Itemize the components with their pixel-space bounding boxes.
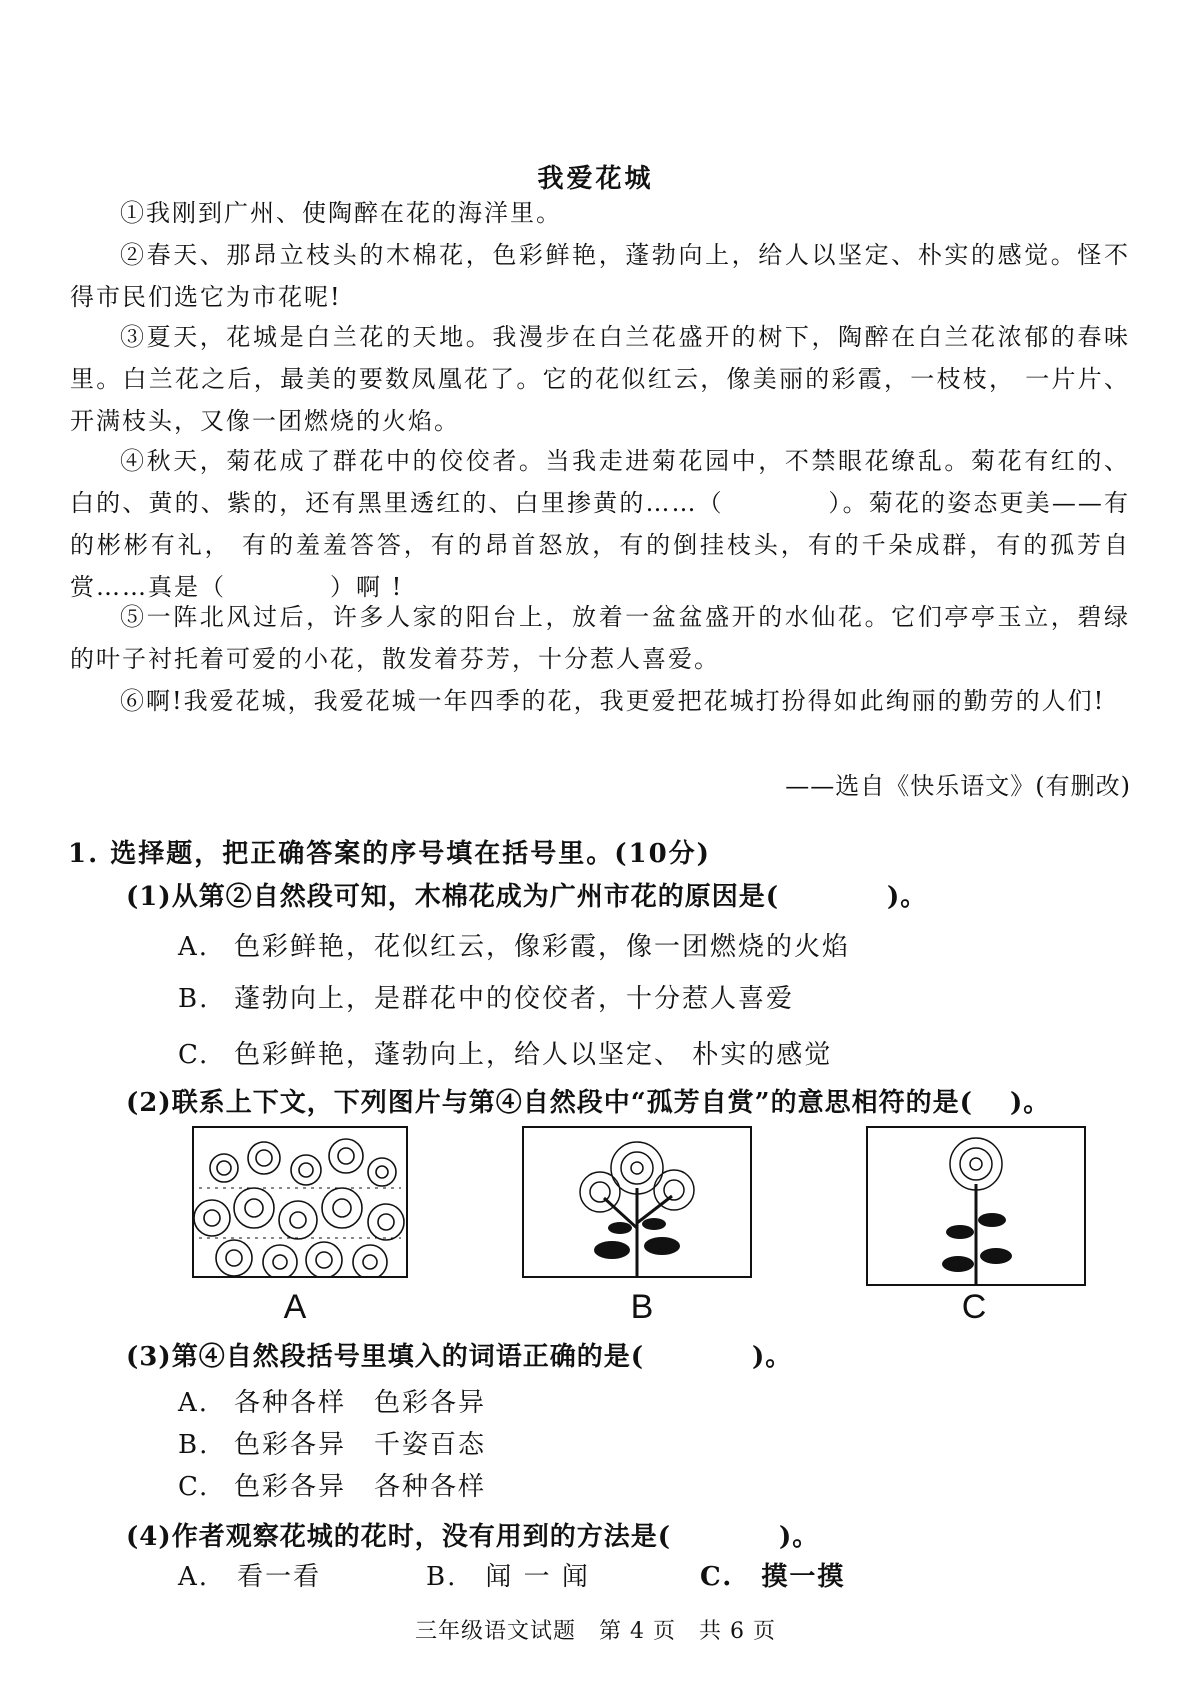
option-text: 蓬勃向上，是群花中的佼佼者，十分惹人喜爱 [234,984,795,1014]
q2-image-a-label: A [283,1288,307,1326]
q4-option-b[interactable] [426,1556,590,1593]
option-text: 色彩各异 千姿百态 [234,1430,487,1460]
option-label: A. [178,1562,210,1592]
q4-option-c[interactable] [700,1556,845,1593]
q1-option-a[interactable] [178,926,850,963]
passage-source: ——选自《快乐语文》(有删改) [785,772,1131,800]
paragraph-2: ②春天、那昂立枝头的木棉花，色彩鲜艳，蓬勃向上，给人以坚定、朴实的感觉。怪不得市民们选它为市花呢! [70,241,1130,311]
q2-prompt: (2)联系上下文，下列图片与第④自然段中“孤芳自赏”的意思相符的是( )。 [126,1088,1051,1118]
question-header: 1. 选择题，把正确答案的序号填在括号里。(10分) [68,839,711,869]
q2-image-b[interactable] [522,1126,752,1278]
option-label: B. [426,1562,458,1592]
q3-option-c[interactable] [178,1466,486,1503]
option-label: B. [178,984,210,1014]
option-label: B. [178,1430,210,1460]
option-text: 闻 一 闻 [485,1562,590,1592]
q1-option-b[interactable] [178,978,794,1015]
option-text: 摸一摸 [761,1562,846,1592]
option-text: 色彩鲜艳，花似红云，像彩霞，像一团燃烧的火焰 [234,932,851,962]
option-text: 色彩各异 各种各样 [234,1472,487,1502]
q1-option-c[interactable] [178,1034,832,1071]
q3-prompt: (3)第④自然段括号里填入的词语正确的是( )。 [126,1342,793,1372]
option-label: A. [178,932,210,962]
q2-image-b-label: B [630,1288,654,1326]
paragraph-1: ①我刚到广州、使陶醉在花的海洋里。 [120,199,562,227]
option-text: 各种各样 色彩各异 [234,1388,487,1418]
paragraph-6: ⑥啊!我爱花城，我爱花城一年四季的花，我更爱把花城打扮得如此绚丽的勤劳的人们! [120,687,1106,715]
paragraph-3: ③夏天，花城是白兰花的天地。我漫步在白兰花盛开的树下，陶醉在白兰花浓郁的春味里。白兰花之后，最美的要数凤凰花了。它的花似红云，像美丽的彩霞，一枝枝， 一片片、开满枝头，又像一团燃烧的火焰。 [70,323,1130,435]
paragraph-5: ⑤一阵北风过后，许多人家的阳台上，放着一盆盆盛开的水仙花。它们亭亭玉立，碧绿的叶子衬托着可爱的小花，散发着芬芳，十分惹人喜爱。 [70,603,1130,673]
paragraph-4: ④秋天，菊花成了群花中的佼佼者。当我走进菊花园中，不禁眼花缭乱。菊花有红的、白的、黄的、紫的，还有黑里透红的、白里掺黄的……（ ）。菊花的姿态更美——有的彬彬有礼， 有的羞羞答答，有的昂首怒放，有的倒挂枝头，有的千朵成群，有的孤芳自赏……真是（ ）啊 ! [70,447,1130,601]
option-label: C. [700,1562,734,1592]
option-label: A. [178,1388,210,1418]
q1-prompt: (1)从第②自然段可知，木棉花成为广州市花的原因是( )。 [126,882,928,912]
q4-option-a[interactable] [178,1556,321,1593]
q2-image-a[interactable] [192,1126,408,1278]
q3-option-a[interactable] [178,1382,486,1419]
chrysanthemum-field-icon [194,1128,406,1276]
option-text: 色彩鲜艳，蓬勃向上，给人以坚定、 朴实的感觉 [234,1040,833,1070]
chrysanthemum-single-icon [868,1128,1084,1284]
chrysanthemum-cluster-icon [524,1128,750,1276]
option-label: C. [178,1040,210,1070]
option-text: 看一看 [237,1562,322,1592]
passage-title: 我爱花城 [537,164,654,194]
q4-prompt: (4)作者观察花城的花时，没有用到的方法是( )。 [126,1522,820,1552]
option-label: C. [178,1472,210,1502]
q3-option-b[interactable] [178,1424,486,1461]
q2-image-c-label: C [961,1288,987,1326]
page-footer: 三年级语文试题 第 4 页 共 6 页 [415,1619,776,1644]
q2-image-c[interactable] [866,1126,1086,1286]
